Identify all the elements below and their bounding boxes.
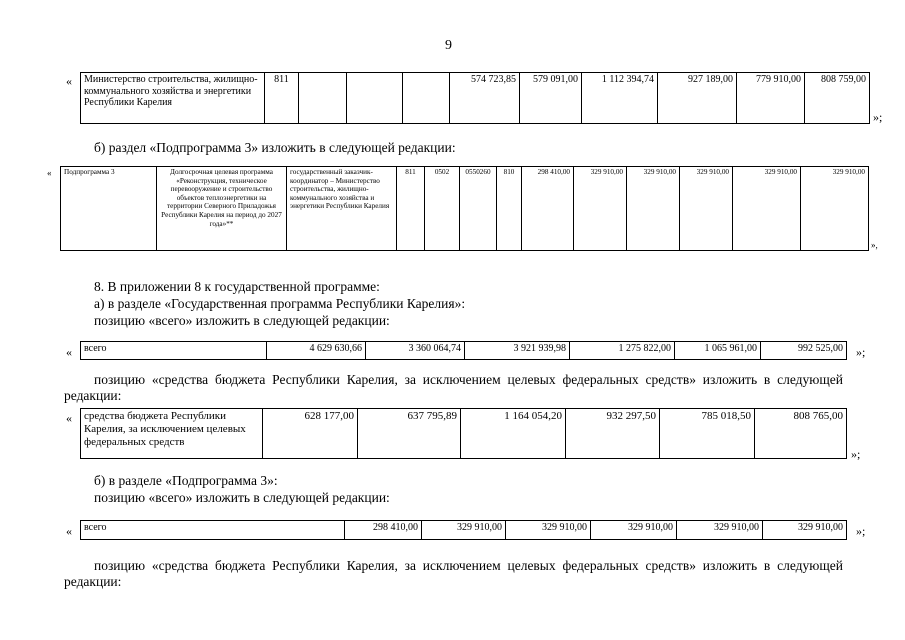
code-cell: 811 (397, 167, 425, 251)
table-row (61, 167, 869, 251)
value-cell: 992 525,00 (761, 342, 847, 360)
value-cell: 628 177,00 (263, 409, 358, 459)
open-quote: « (66, 411, 72, 425)
value-cell: 1 065 961,00 (675, 342, 761, 360)
paragraph-8a: а) в разделе «Государственная программа Республики Карелия»: (94, 296, 466, 311)
value-cell: 637 795,89 (358, 409, 461, 459)
open-quote: « (66, 74, 72, 88)
subprogram-description: Долгосрочная целевая программа «Реконструкция, техническое перевооружение и строительство объектов теплоэнергетики на территории Северного Приладожья Республики Карелия на период до 2027 года»** (157, 167, 287, 251)
value-cell: 579 091,00 (520, 73, 582, 124)
open-quote: « (66, 345, 72, 359)
table-row (81, 342, 847, 360)
value-cell: 779 910,00 (737, 73, 805, 124)
close-quote: », (871, 240, 878, 250)
value-cell: 329 910,00 (591, 521, 677, 540)
close-quote: »; (856, 524, 866, 538)
close-quote: »; (873, 110, 883, 124)
value-cell: 3 360 064,74 (366, 342, 465, 360)
ministry-code: 811 (265, 73, 299, 124)
paragraph-budget-cont: редакции: (64, 574, 122, 589)
value-cell: 298 410,00 (345, 521, 422, 540)
value-cell: 785 018,50 (660, 409, 755, 459)
value-cell: 329 910,00 (763, 521, 847, 540)
paragraph-8b: б) в разделе «Подпрограмма 3»: (94, 473, 278, 488)
subprogram-name: Подпрограмма 3 (61, 167, 157, 251)
value-cell: 329 910,00 (506, 521, 591, 540)
budget-table (80, 408, 847, 459)
section-8-heading: 8. В приложении 8 к государственной программе: (94, 279, 380, 294)
value-cell: 1 112 394,74 (582, 73, 658, 124)
ministry-table (80, 72, 870, 124)
row-label: всего (81, 521, 345, 540)
open-quote: « (47, 168, 52, 178)
paragraph-budget-cont: редакции: (64, 388, 122, 403)
value-cell: 329 910,00 (677, 521, 763, 540)
code-cell: 0502 (425, 167, 460, 251)
value-cell: 1 164 054,20 (461, 409, 566, 459)
empty-cell (347, 73, 403, 124)
value-cell: 4 629 630,66 (267, 342, 366, 360)
code-cell: 0550260 (460, 167, 497, 251)
empty-cell (299, 73, 347, 124)
empty-cell (403, 73, 450, 124)
paragraph-budget: позицию «средства бюджета Республики Карелия, за исключением целевых федеральных средств» изложить в следующей (94, 372, 843, 387)
value-cell: 329 910,00 (627, 167, 680, 251)
table-row (81, 409, 847, 459)
value-cell: 574 723,85 (450, 73, 520, 124)
value-cell: 932 297,50 (566, 409, 660, 459)
paragraph-budget: позицию «средства бюджета Республики Карелия, за исключением целевых федеральных средств» изложить в следующей (94, 558, 843, 573)
value-cell: 1 275 822,00 (570, 342, 675, 360)
page-number: 9 (445, 38, 452, 53)
paragraph-total: позицию «всего» изложить в следующей редакции: (94, 313, 390, 328)
total-table (80, 341, 847, 360)
value-cell: 329 910,00 (680, 167, 733, 251)
code-cell: 810 (497, 167, 522, 251)
subprogram-table (60, 166, 869, 251)
value-cell: 329 910,00 (801, 167, 869, 251)
ministry-name: Министерство строительства, жилищно-коммунального хозяйства и энергетики Республики Карелия (81, 73, 265, 124)
close-quote: »; (851, 447, 861, 461)
value-cell: 808 759,00 (805, 73, 870, 124)
open-quote: « (66, 524, 72, 538)
value-cell: 329 910,00 (733, 167, 801, 251)
table-row (81, 521, 847, 540)
value-cell: 329 910,00 (574, 167, 627, 251)
table-row (81, 73, 870, 124)
row-label: средства бюджета Республики Карелия, за исключением целевых федеральных средств (81, 409, 263, 459)
value-cell: 3 921 939,98 (465, 342, 570, 360)
subprogram-executor: государственный заказчик-координатор – Министерство строительства, жилищно-коммунального хозяйства и энергетики Республики Карелия (287, 167, 397, 251)
subprogram-total-table (80, 520, 847, 540)
paragraph-total: позицию «всего» изложить в следующей редакции: (94, 490, 390, 505)
paragraph-b: б) раздел «Подпрограмма 3» изложить в следующей редакции: (94, 140, 456, 155)
value-cell: 927 189,00 (658, 73, 737, 124)
row-label: всего (81, 342, 267, 360)
value-cell: 298 410,00 (522, 167, 574, 251)
value-cell: 808 765,00 (755, 409, 847, 459)
value-cell: 329 910,00 (422, 521, 506, 540)
close-quote: »; (856, 345, 866, 359)
